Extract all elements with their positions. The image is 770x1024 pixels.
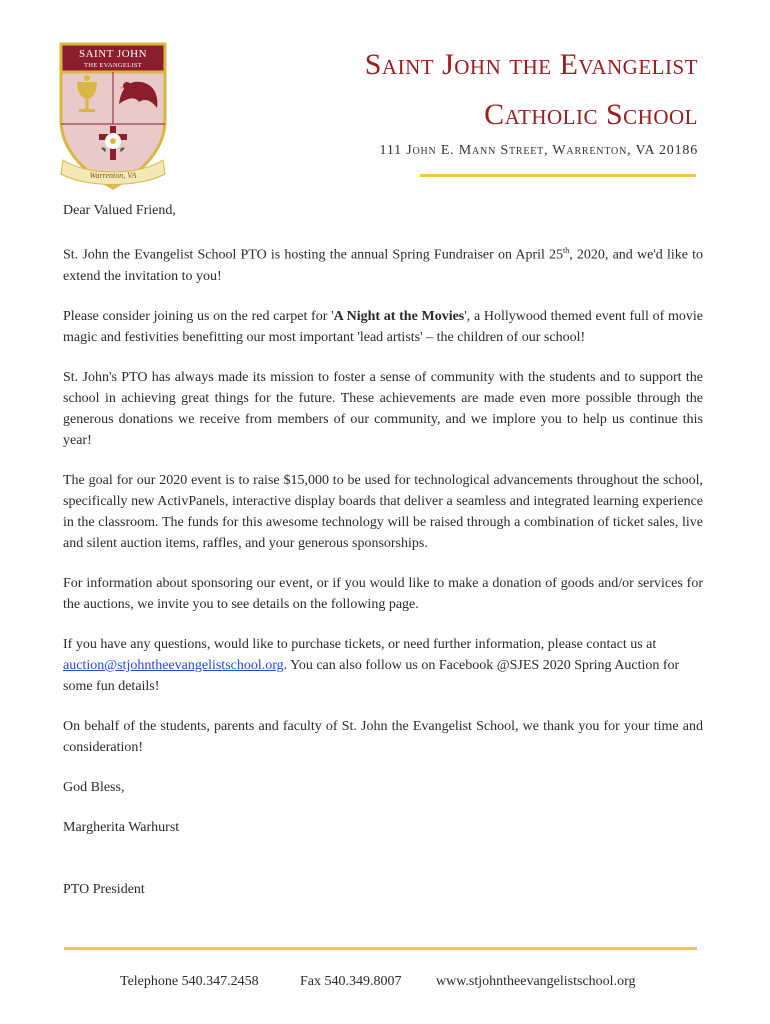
paragraph-2 xyxy=(63,306,703,348)
paragraph-4: The goal for our 2020 event is to raise $15,000 to be used for technological advancements throughout the school, specifically new ActivPanels, interactive display boards that deliver a seamless and integrated learning experience in the classroom. The funds for this awesome technology will be raised through a combination of ticket sales, live and silent auction items, raffles, and your generous sponsorships. xyxy=(63,472,703,551)
footer xyxy=(0,974,770,994)
event-name: A Night at the Movies xyxy=(333,308,465,324)
paragraph-6 xyxy=(63,634,703,697)
paragraph-1 xyxy=(63,240,703,287)
signer-title: PTO President xyxy=(63,881,145,897)
contact-email-link[interactable]: auction@stjohntheevangelistschool.org xyxy=(63,657,284,673)
footer-telephone: Telephone 540.347.2458 xyxy=(120,974,259,989)
closing: God Bless, xyxy=(63,779,125,795)
p1-text-a: St. John the Evangelist School PTO is hosting the annual Spring Fundraiser on April 25 xyxy=(63,247,564,263)
school-address: 111 John E. Mann Street, Warrenton, VA 20186 xyxy=(379,143,698,158)
letter-body xyxy=(63,200,703,919)
paragraph-5: For information about sponsoring our event, or if you would like to make a donation of goods and/or services for the auctions, we invite you to see details on the following page. xyxy=(63,575,703,612)
paragraph-7: On behalf of the students, parents and faculty of St. John the Evangelist School, we thank you for your time and consideration! xyxy=(63,718,703,755)
p1-text-b: , 2020, and we'd like to extend the invitation to you! xyxy=(63,247,703,284)
p2-text-a: Please consider joining us on the red carpet for ' xyxy=(63,308,334,324)
p6-text-b: . You can also follow us on Facebook @SJES 2020 Spring Auction for some fun details! xyxy=(63,657,680,694)
header-divider xyxy=(420,174,696,177)
school-name-line1: Saint John the Evangelist xyxy=(364,48,698,81)
school-name-line2: Catholic School xyxy=(484,98,698,131)
crest-scroll-text: Warrenton, VA xyxy=(89,171,137,180)
paragraph-3: St. John's PTO has always made its mission to foster a sense of community with the students and to support the school in achieving great things for the future. These achievements are made even more possible through the generous donations we receive from members of our community, and we implore you to help us continue this year! xyxy=(63,369,703,448)
p1-superscript: th xyxy=(563,246,570,255)
school-crest-logo xyxy=(57,42,169,190)
salutation: Dear Valued Friend, xyxy=(63,203,176,218)
footer-divider xyxy=(64,947,697,950)
signer-name: Margherita Warhurst xyxy=(63,819,180,835)
footer-website: www.stjohntheevangelistschool.org xyxy=(436,974,636,989)
crest-banner-line1: SAINT JOHN xyxy=(78,48,148,60)
crest-banner-line2: THE EVANGELIST xyxy=(83,62,143,69)
p2-text-b: ', a Hollywood themed event full of movie magic and festivities benefitting our most important 'lead artists' – the children of our school! xyxy=(63,308,703,345)
p6-text-a: If you have any questions, would like to purchase tickets, or need further information, please contact us at xyxy=(63,636,657,652)
footer-fax: Fax 540.349.8007 xyxy=(300,974,402,989)
